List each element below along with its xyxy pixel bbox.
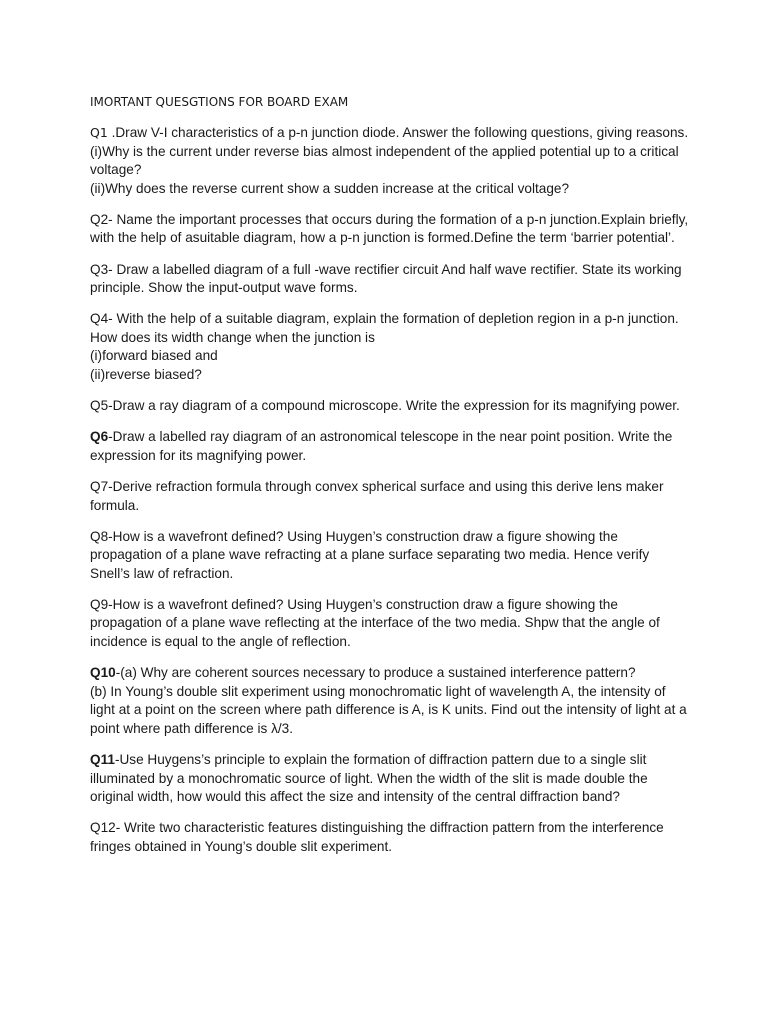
question-text: - Name the important processes that occurs during the formation of a p-n junction.Explain briefly, with the help of asuitable diagram, how a p-n junction is formed.Define the term ‘barrier potential’. bbox=[90, 211, 689, 246]
question-text: (i)Why is the current under reverse bias almost independent of the applied potential up to a critical voltage? bbox=[90, 143, 679, 178]
question-number: Q10 bbox=[90, 665, 116, 681]
question-5 bbox=[90, 397, 690, 416]
question-text: (ii)Why does the reverse current show a sudden increase at the critical voltage? bbox=[90, 180, 570, 196]
question-text: - Write two characteristic features distinguishing the diffraction pattern from the interference fringes obtained in Young’s double slit experiment. bbox=[90, 820, 664, 854]
question-text: -Draw a ray diagram of a compound microscope. Write the expression for its magnifying power. bbox=[108, 398, 680, 414]
question-1 bbox=[90, 124, 690, 198]
question-8 bbox=[90, 528, 690, 584]
question-number: Q4 bbox=[90, 311, 109, 327]
question-text: .Draw V-I characteristics of a p-n junction diode. Answer the following questions, giving reasons. bbox=[107, 125, 689, 140]
question-text: - Draw a labelled diagram of a full -wave rectifier circuit And half wave rectifier. State its working principle. Show the input-output wave forms. bbox=[90, 261, 682, 296]
question-number: Q12 bbox=[90, 820, 116, 836]
question-2 bbox=[90, 211, 690, 248]
question-text: -How is a wavefront defined? Using Huygen’s construction draw a figure showing the propagation of a plane wave refracting at a plane surface separating two media. Hence verify Snell’s law of refraction. bbox=[90, 528, 650, 581]
question-text: (ii)reverse biased? bbox=[90, 367, 202, 383]
question-6 bbox=[90, 428, 690, 465]
question-number: Q3 bbox=[90, 261, 109, 277]
document-title: IMORTANT QUESGTIONS FOR BOARD EXAM bbox=[90, 95, 349, 109]
question-number: Q7 bbox=[90, 478, 109, 494]
question-12 bbox=[90, 819, 690, 856]
question-number: Q11 bbox=[90, 752, 115, 768]
question-number: Q8 bbox=[90, 528, 109, 544]
question-text: - With the help of a suitable diagram, explain the formation of depletion region in a p-n junction. How does its width change when the junction is bbox=[90, 311, 679, 345]
question-11 bbox=[90, 751, 690, 807]
question-9 bbox=[90, 596, 690, 652]
question-number: Q1 bbox=[90, 125, 108, 140]
question-text: -(a) Why are coherent sources necessary to produce a sustained interference pattern? bbox=[115, 665, 636, 681]
question-4 bbox=[90, 310, 690, 384]
question-number: Q9 bbox=[90, 596, 109, 612]
question-10 bbox=[90, 664, 690, 738]
question-number: Q6 bbox=[90, 429, 109, 445]
question-text: -Draw a labelled ray diagram of an astronomical telescope in the near point position. Write the expression for its magnifying power. bbox=[90, 429, 673, 463]
question-text: (b) In Young’s double slit experiment using monochromatic light of wavelength A, the intensity of light at a point on the screen where path difference is A, is K units. Find out the intensity of light at a point where path difference is λ/3. bbox=[90, 683, 687, 736]
question-text: -Derive refraction formula through convex spherical surface and using this derive lens maker formula. bbox=[90, 478, 664, 513]
question-text: -Use Huygens’s principle to explain the formation of diffraction pattern due to a single slit illuminated by a monochromatic source of light. When the width of the slit is made double the original width, how would this affect the size and intensity of the central diffraction band? bbox=[90, 752, 648, 805]
question-number: Q2 bbox=[90, 211, 109, 227]
question-number: Q5 bbox=[90, 398, 109, 414]
question-3 bbox=[90, 261, 690, 298]
question-text: -How is a wavefront defined? Using Huygen’s construction draw a figure showing the propagation of a plane wave reflecting at the interface of the two media. Shpw that the angle of incidence is equal to the angle of reflection. bbox=[90, 596, 660, 650]
document-page bbox=[90, 93, 690, 869]
question-text: (i)forward biased and bbox=[90, 348, 218, 364]
question-7 bbox=[90, 478, 690, 515]
